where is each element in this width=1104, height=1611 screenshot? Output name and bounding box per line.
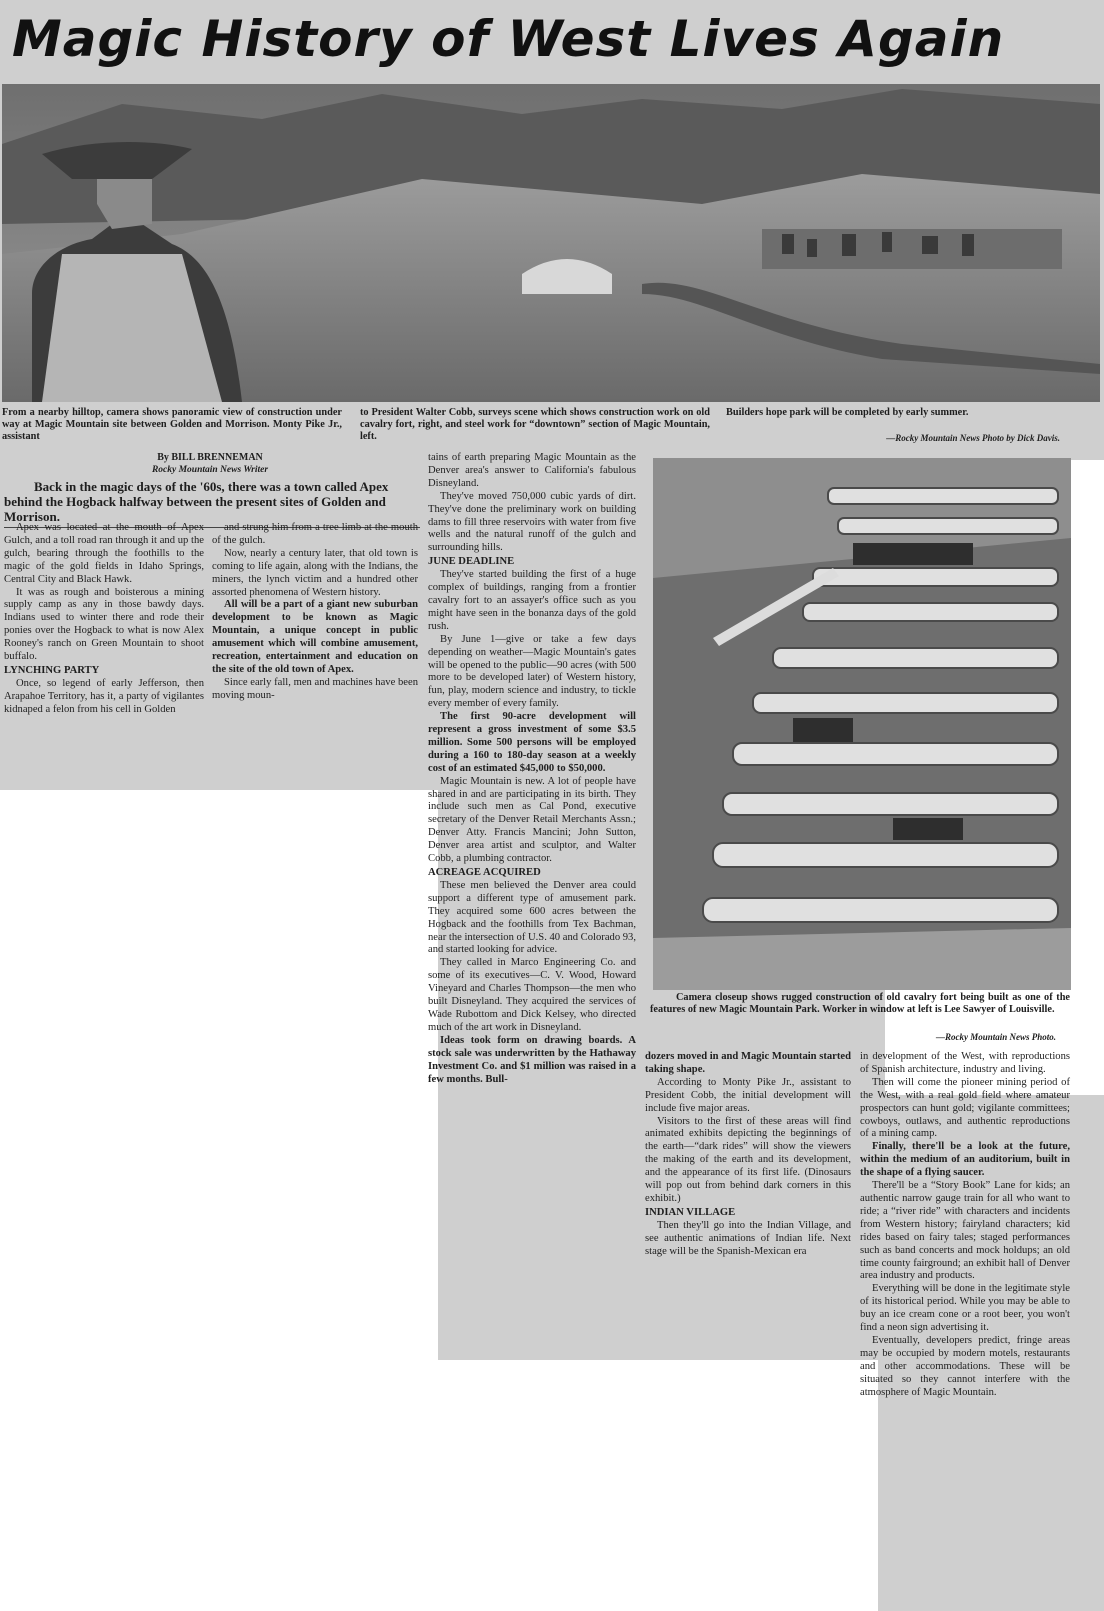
- article-column-3: [428, 452, 636, 1086]
- paragraph: They called in Marco Engineering Co. and some of its executives—C. V. Wood, Howard Vineyard and Charles Thompson—the men who built Disneyland. They acquired the services of Wade Rubottom and Dick Kelsey, who directed much of the art work in Disneyland.: [428, 957, 636, 1033]
- writer-credit: Rocky Mountain News Writer: [151, 465, 269, 475]
- paragraph: Now, nearly a century later, that old town is coming to life again, along with the Indians, the miners, the lynch victim and a hundred other assorted phenomena of Western history.: [212, 547, 418, 598]
- panorama-caption-part2: to President Walter Cobb, surveys scene which shows construction work on old cavalry fort, right, and steel work for “downtown” section of Magic Mountain, left.: [360, 407, 710, 442]
- fort-photo-credit: —Rocky Mountain News Photo.: [935, 1032, 1056, 1042]
- article-column-4: [645, 1051, 851, 1259]
- paragraph: Everything will be done in the legitimate style of its historical period. While you may be able to buy an ice cream cone or a root beer, you won't find a neon sign advertising it.: [860, 1283, 1070, 1334]
- lede-paragraph: Back in the magic days of the '60s, there was a town called Apex behind the Hogback halfway between the present sites of Golden and Morrison.: [4, 479, 389, 524]
- paragraph: By June 1—give or take a few days depending on weather—Magic Mountain's gates will be opened to the public—90 acres (with 500 more to be developed later) of Western history, fun, play, modern science and industry, to tickle every member of every family.: [428, 633, 636, 710]
- panorama-photo-credit: —Rocky Mountain News Photo by Dick Davis.: [886, 433, 1060, 443]
- article-column-5: [860, 1051, 1070, 1399]
- byline: By BILL BRENNEMAN: [157, 452, 263, 463]
- paragraph: The first 90-acre development will represent a gross investment of some $3.5 million. Some 500 persons will be employed during a 160 to 180-day season at a weekly cost of an estimated $45,000 to $50,000.: [428, 711, 636, 774]
- paragraph: dozers moved in and Magic Mountain started taking shape.: [645, 1051, 851, 1075]
- paragraph: Then they'll go into the Indian Village, and see authentic animations of Indian life. Next stage will be the Spanish-Mexican era: [645, 1219, 851, 1257]
- paragraph: These men believed the Denver area could support a different type of amusement park. They acquired some 600 acres between the Hogback and the foothills from Tex Bachman, near the intersection of U.S. 40 and Colorado 93, and started looking for advice.: [428, 879, 637, 956]
- paragraph: Eventually, developers predict, fringe areas may be occupied by modern motels, restaurants and other accommodations. These will be situated so they cannot interfere with the atmosphere of Magic Mountain.: [860, 1334, 1070, 1398]
- paragraph: Ideas took form on drawing boards. A stock sale was underwritten by the Hathaway Investment Co. and $1 million was raised in a few months. Bull-: [428, 1034, 636, 1085]
- subhead: INDIAN VILLAGE: [645, 1206, 736, 1218]
- subhead: LYNCHING PARTY: [4, 664, 100, 676]
- article-column-2: [212, 522, 418, 703]
- panorama-caption-part3: Builders hope park will be completed by early summer.: [726, 407, 969, 418]
- paragraph: Visitors to the first of these areas will find animated exhibits depicting the beginnings of the earth—“dark rides” will show the viewers the making of the earth and its development, and the appearance of its first life. (Dinosaurs will pop out from behind dark corners in this exhibit.): [645, 1115, 851, 1204]
- paragraph: Finally, there'll be a look at the future, within the medium of an auditorium, built in the shape of a flying saucer.: [860, 1141, 1070, 1179]
- subhead: ACREAGE ACQUIRED: [428, 867, 541, 878]
- paragraph: Then will come the pioneer mining period of the West, with a real gold field where amateur prospectors can hunt gold; vigilante committees; cowboys, outlaws, and authentic reproductions of a mining camp.: [860, 1076, 1070, 1140]
- paragraph: in development of the West, with reproductions of Spanish architecture, industry and living.: [860, 1051, 1070, 1075]
- paragraph: tains of earth preparing Magic Mountain as the Denver area's answer to California's fabulous Disneyland.: [428, 452, 636, 489]
- paragraph: According to Monty Pike Jr., assistant to President Cobb, the initial development will include five major areas.: [645, 1076, 851, 1114]
- article-column-1: [4, 522, 204, 717]
- paragraph: All will be a part of a giant new suburban development to be known as Magic Mountain, a unique concept in public amusement which will combine amusement, recreation, entertainment and education on the site of the old town of Apex.: [212, 599, 418, 675]
- paragraph: Once, so legend of early Jefferson, then Arapahoe Territory, has it, a party of vigilantes kidnaped a felon from his cell in Golden: [4, 677, 204, 715]
- paragraph: and strung him from a tree limb at the mouth of the gulch.: [212, 522, 418, 546]
- paragraph: There'll be a “Story Book” Lane for kids; an authentic narrow gauge train for all who want to ride; a “river ride” with characters and incidents from Western history; fairyland characters; kid rides based on fairy tales; staged performances such as band concerts and mock holdups; an old time county fairground; an exhibit hall of Denver area industry and products.: [860, 1180, 1070, 1282]
- paragraph: Apex was located at the mouth of Apex Gulch, and a toll road ran through it and up the gulch, bearing through the foothills to the magic of the gold fields in Idaho Springs, Central City and Black Hawk.: [4, 522, 204, 585]
- fort-photo-caption: Camera closeup shows rugged construction of old cavalry fort being built as one of the features of new Magic Mountain Park. Worker in window at left is Lee Sawyer of Louisville.: [650, 992, 1070, 1015]
- paragraph: Magic Mountain is new. A lot of people have shared in and are participating in its birth. They include such men as Cal Pond, executive secretary of the Denver Retail Merchants Assn.; Denver Atty. Francis Mancini; John Sutton, Denver area artist and sculptor, and Walter Cobb, a plumbing contractor.: [428, 775, 636, 865]
- panorama-caption-part1: From a nearby hilltop, camera shows panoramic view of construction under way at Magic Mountain site between Golden and Morrison. Monty Pike Jr., assistant: [2, 407, 342, 442]
- paragraph: Since early fall, men and machines have been moving moun-: [212, 676, 418, 701]
- paragraph: They've moved 750,000 cubic yards of dirt. They've done the preliminary work on building dams to fill three reservoirs with water from five wells and the natural runoff of the gulch and surrounding hills.: [428, 490, 636, 554]
- headline: Magic History of West Lives Again: [12, 10, 1005, 68]
- paragraph: It was as rough and boisterous a mining supply camp as any in those bawdy days. Indians used to winter there and rode their ponies over the Hogback to what is now Alex Rooney's ranch on Green Mountain to shoot buffalo.: [4, 586, 204, 663]
- subhead: JUNE DEADLINE: [428, 556, 515, 568]
- fort-photo: [653, 458, 1071, 990]
- panorama-photo: [2, 84, 1100, 402]
- paragraph: They've started building the first of a huge complex of buildings, ranging from a frontier cavalry fort to an assayer's office such as you might have seen in the bonanza days of the gold rush.: [428, 569, 636, 632]
